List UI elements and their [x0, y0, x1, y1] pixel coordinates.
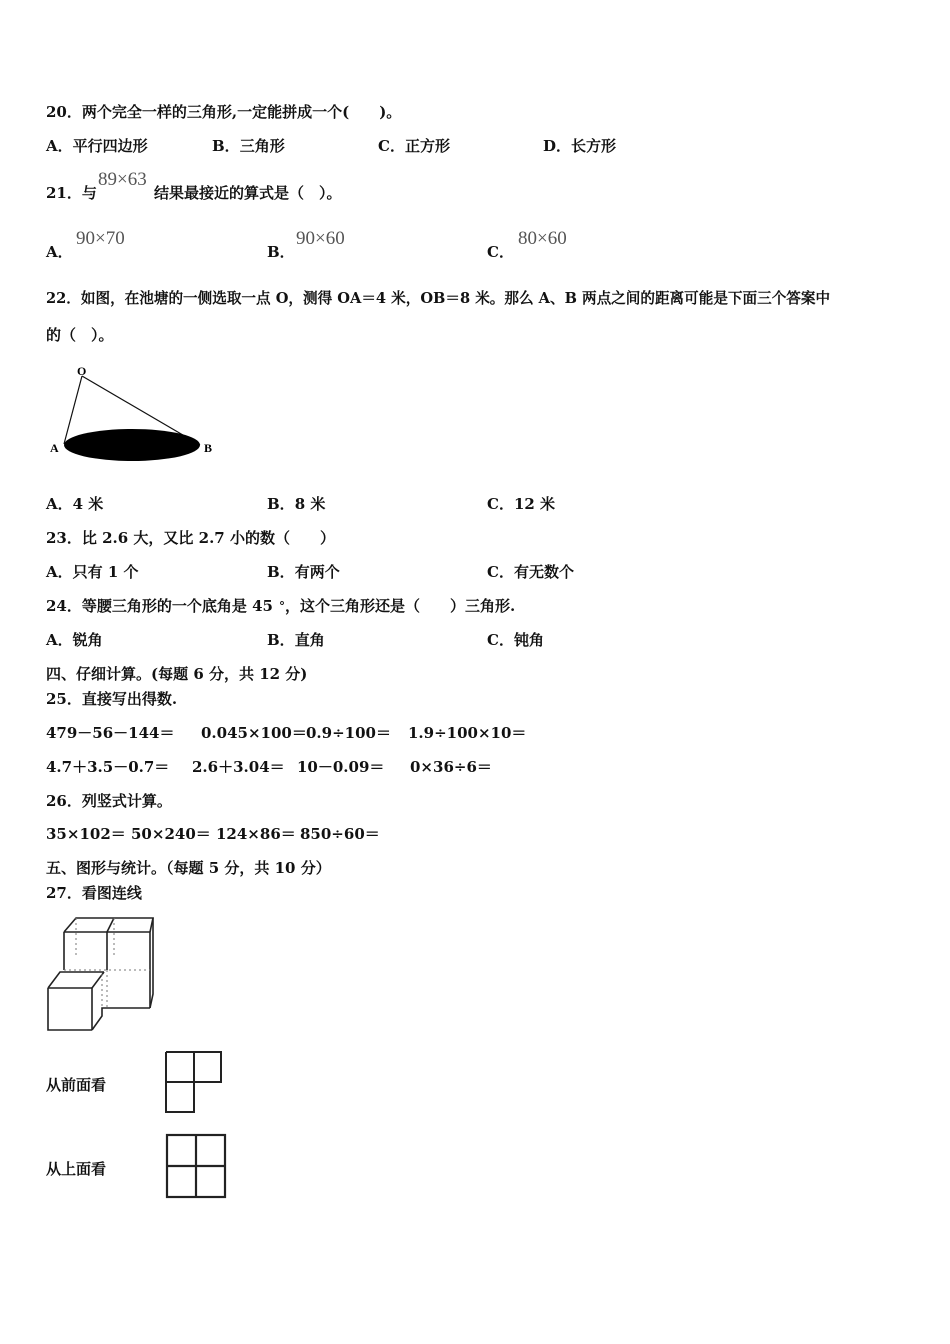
- q20-option-a[interactable]: [46, 136, 148, 156]
- option-label: B．: [267, 495, 295, 513]
- option-text: 正方形: [404, 137, 450, 155]
- q22-option-b[interactable]: [267, 494, 325, 514]
- option-label: A．: [46, 631, 73, 649]
- option-text: 三角形: [239, 137, 285, 155]
- cube-stack-figure: [44, 912, 158, 1034]
- q21-suffix: 结果最接近的算式是（ ）。: [154, 184, 342, 202]
- q21-prefix: 21．与: [46, 184, 97, 202]
- q23-option-a[interactable]: [46, 562, 139, 582]
- front-view-label: 从前面看: [46, 1076, 107, 1094]
- q24-option-c[interactable]: [487, 630, 544, 650]
- label-b: B: [204, 441, 213, 455]
- q25-row2-item2: 2.6＋3.04＝: [192, 758, 285, 776]
- q25-row1-item2: 0.045×100＝: [201, 724, 307, 742]
- option-text: 4 米: [72, 495, 104, 513]
- option-label: A．: [46, 243, 73, 261]
- q25-row2-item1: 4.7＋3.5－0.7＝: [46, 758, 170, 776]
- option-label: A．: [46, 563, 73, 581]
- q25-row2-item3: 10－0.09＝: [297, 758, 385, 776]
- label-a: A: [50, 441, 59, 455]
- segment-oa: [64, 376, 82, 444]
- option-text: 只有 1 个: [72, 563, 139, 581]
- q24-stem-b: ，这个三角形还是（ ）三角形.: [284, 597, 516, 615]
- q20-option-b[interactable]: [212, 136, 285, 156]
- q26-item2: 50×240＝: [131, 825, 211, 843]
- q20-option-d[interactable]: [543, 136, 616, 156]
- q26-item3: 124×86＝: [216, 825, 296, 843]
- front-view-figure[interactable]: [163, 1048, 225, 1116]
- q22-stem-line2: 的（ ）。: [46, 326, 114, 344]
- option-label: D．: [543, 137, 572, 155]
- section-5-heading: 五、图形与统计。（每题 5 分，共 10 分）: [46, 859, 331, 877]
- option-label: B．: [212, 137, 240, 155]
- option-label: A．: [46, 137, 73, 155]
- option-text: 直角: [294, 631, 325, 649]
- option-text: 12 米: [513, 495, 556, 513]
- q21-option-b[interactable]: [267, 242, 295, 262]
- q20-option-c[interactable]: [378, 136, 450, 156]
- option-label: C．: [487, 495, 514, 513]
- q21-option-c[interactable]: [487, 242, 514, 262]
- q23-option-c[interactable]: [487, 562, 574, 582]
- option-text: 8 米: [294, 495, 326, 513]
- q21-option-a-expr: 90×70: [76, 228, 125, 249]
- q24-option-b[interactable]: [267, 630, 325, 650]
- q26-item1: 35×102＝: [46, 825, 126, 843]
- q21-expression: 89×63: [98, 169, 147, 190]
- q25-row1-item3: 0.9÷100＝: [306, 724, 391, 742]
- q26-item4: 850÷60＝: [300, 825, 380, 843]
- q20-stem: 20．两个完全一样的三角形,一定能拼成一个( )。: [46, 103, 402, 121]
- q25-row2-item4: 0×36÷6＝: [410, 758, 492, 776]
- option-text: 有两个: [294, 563, 340, 581]
- option-label: C．: [487, 243, 514, 261]
- option-label: B．: [267, 243, 295, 261]
- option-label: B．: [267, 563, 295, 581]
- q24-stem-a: 24．等腰三角形的一个底角是 45: [46, 597, 273, 615]
- degree-sign: °: [278, 599, 285, 613]
- option-label: A．: [46, 495, 73, 513]
- q25-row1-item4: 1.9÷100×10＝: [408, 724, 527, 742]
- q23-stem: 23．比 2.6 大，又比 2.7 小的数（ ）: [46, 529, 335, 547]
- q21-option-c-expr: 80×60: [518, 228, 567, 249]
- option-label: C．: [378, 137, 405, 155]
- label-o: O: [77, 364, 87, 378]
- q22-stem-line1: 22．如图，在池塘的一侧选取一点 O，测得 OA＝4 米，OB＝8 米。那么 A、B 两点之间的距离可能是下面三个答案中: [46, 290, 831, 307]
- q21-option-b-expr: 90×60: [296, 228, 345, 249]
- option-label: C．: [487, 631, 514, 649]
- pond-figure: [44, 360, 224, 466]
- option-label: B．: [267, 631, 295, 649]
- q25-stem: 25．直接写出得数.: [46, 690, 178, 708]
- option-text: 钝角: [513, 631, 544, 649]
- option-label: C．: [487, 563, 514, 581]
- q22-option-a[interactable]: [46, 494, 103, 514]
- option-text: 平行四边形: [72, 137, 148, 155]
- q23-option-b[interactable]: [267, 562, 340, 582]
- section-4-heading: 四、仔细计算。(每题 6 分，共 12 分): [46, 665, 308, 683]
- option-text: 锐角: [72, 631, 103, 649]
- option-text: 有无数个: [513, 563, 574, 581]
- top-view-figure[interactable]: [163, 1131, 229, 1201]
- q24-option-a[interactable]: [46, 630, 103, 650]
- top-view-label: 从上面看: [46, 1160, 107, 1178]
- pond-shape: [64, 429, 200, 461]
- q26-stem: 26．列竖式计算。: [46, 792, 172, 810]
- option-text: 长方形: [571, 137, 617, 155]
- q22-option-c[interactable]: [487, 494, 555, 514]
- q25-row1-item1: 479－56－144＝: [46, 724, 175, 742]
- q24-stem: [46, 596, 515, 616]
- q27-stem: 27．看图连线: [46, 884, 142, 902]
- q21-option-a[interactable]: [46, 242, 73, 262]
